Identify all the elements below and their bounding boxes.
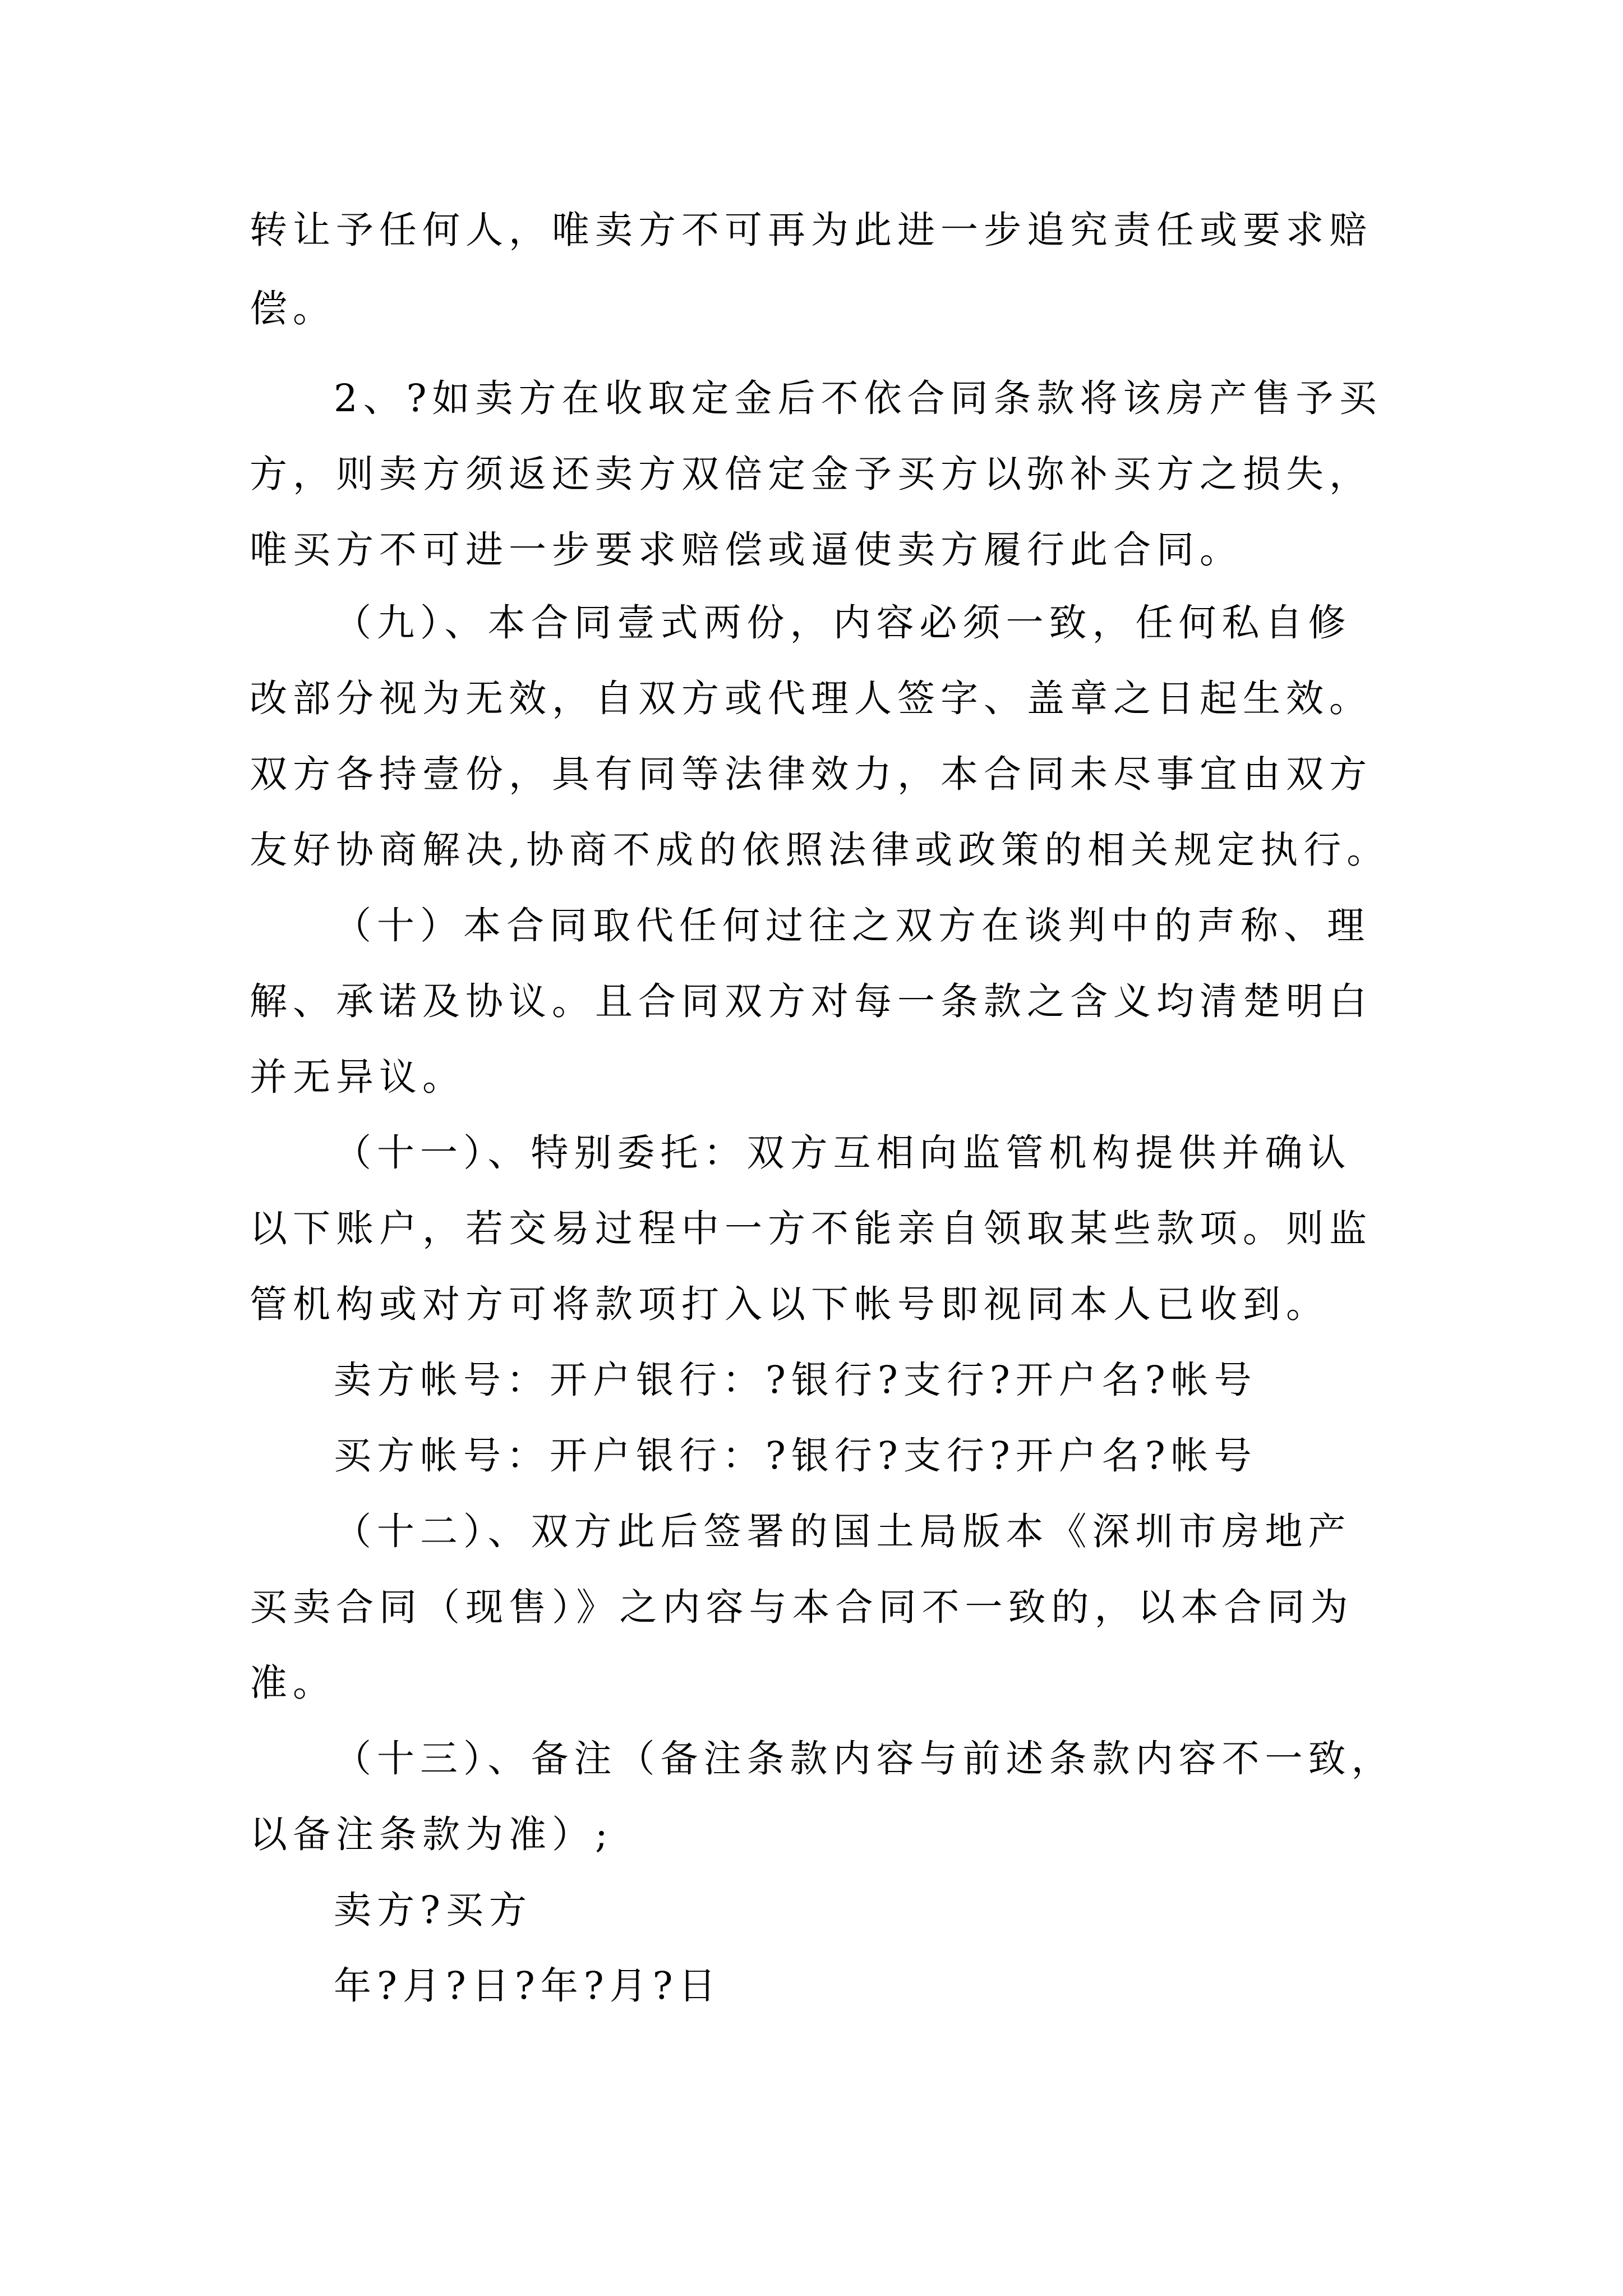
text-line-16: 卖方帐号：开户银行：?银行?支行?开户名?帐号 xyxy=(334,1358,1257,1402)
text-line-11: 解、承诺及协议。且合同双方对每一条款之含义均清楚明白 xyxy=(250,979,1372,1023)
text-line-17: 买方帐号：开户银行：?银行?支行?开户名?帐号 xyxy=(334,1434,1257,1478)
text-line-9: 友好协商解决,协商不成的依照法律或政策的相关规定执行。 xyxy=(250,828,1390,872)
text-line-5: 唯买方不可进一步要求赔偿或逼使卖方履行此合同。 xyxy=(250,528,1243,572)
text-line-19: 买卖合同（现售）》之内容与本合同不一致的，以本合同为 xyxy=(250,1585,1354,1629)
text-line-7: 改部分视为无效，自双方或代理人签字、盖章之日起生效。 xyxy=(250,677,1372,720)
text-line-8: 双方各持壹份，具有同等法律效力，本合同未尽事宜由双方 xyxy=(250,752,1372,796)
text-line-24: 年?月?日?年?月?日 xyxy=(334,1964,722,2008)
text-line-14: 以下账户，若交易过程中一方不能亲自领取某些款项。则监 xyxy=(250,1207,1372,1250)
text-line-3: 2、?如卖方在收取定金后不依合同条款将该房产售予买 xyxy=(334,376,1382,420)
text-line-2: 偿。 xyxy=(250,287,336,330)
text-line-1: 转让予任何人，唯卖方不可再为此进一步追究责任或要求赔 xyxy=(250,208,1372,252)
text-line-15: 管机构或对方可将款项打入以下帐号即视同本人已收到。 xyxy=(250,1282,1329,1326)
text-line-21: （十三）、备注（备注条款内容与前述条款内容不一致， xyxy=(334,1737,1395,1780)
text-line-13: （十一）、特别委托：双方互相向监管机构提供并确认 xyxy=(334,1131,1352,1175)
text-line-10: （十）本合同取代任何过往之双方在谈判中的声称、理 xyxy=(334,904,1370,947)
text-line-23: 卖方?买方 xyxy=(334,1888,532,1932)
text-line-4: 方，则卖方须返还卖方双倍定金予买方以弥补买方之损失， xyxy=(250,452,1372,496)
text-line-18: （十二）、双方此后签署的国土局版本《深圳市房地产 xyxy=(334,1510,1352,1553)
text-line-20: 准。 xyxy=(250,1661,336,1705)
text-line-6: （九）、本合同壹式两份，内容必须一致，任何私自修 xyxy=(334,601,1352,645)
text-line-12: 并无异议。 xyxy=(250,1055,465,1099)
text-line-22: 以备注条款为准）; xyxy=(250,1812,614,1856)
